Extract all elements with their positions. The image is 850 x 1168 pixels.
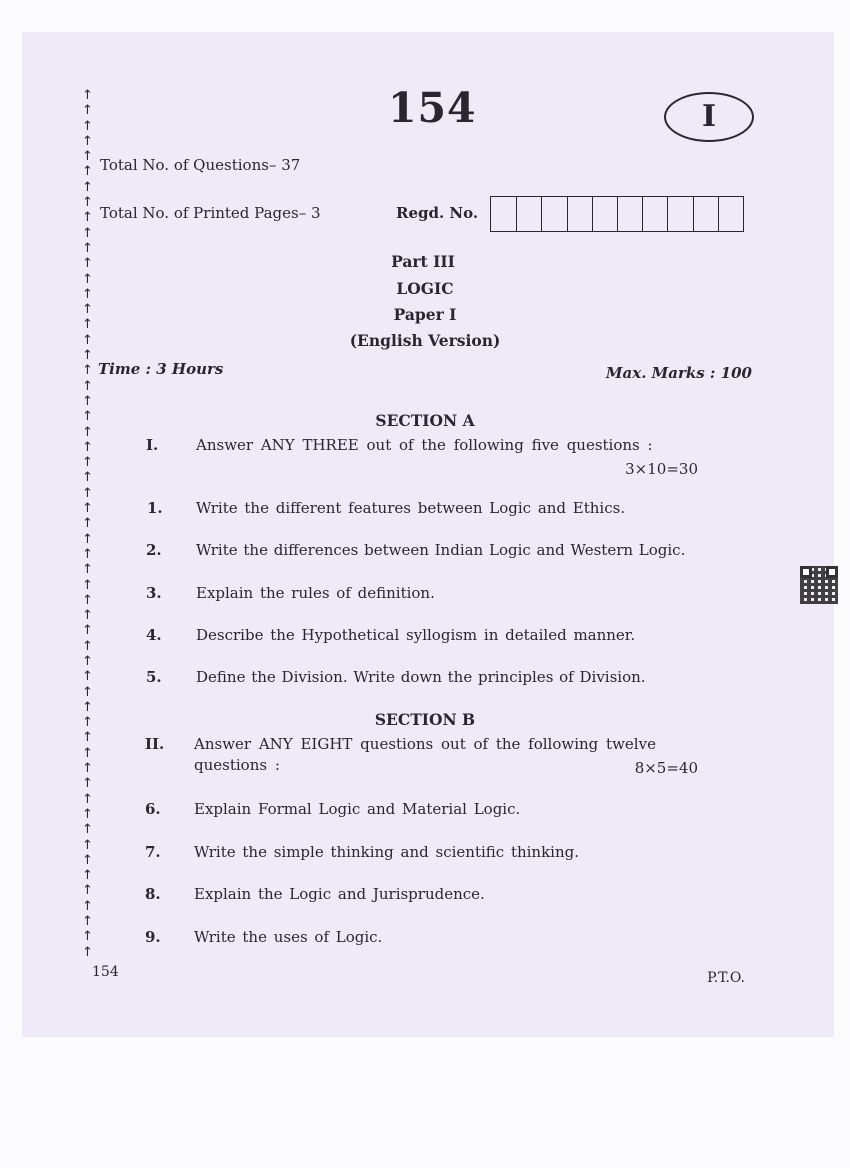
- margin-arrow-icon: ↑: [82, 317, 93, 333]
- margin-arrow-icon: ↑: [82, 164, 93, 180]
- margin-arrow-icon: ↑: [82, 653, 93, 669]
- margin-arrow-icon: ↑: [82, 546, 93, 562]
- question-number: 5.: [146, 668, 162, 686]
- margin-arrow-icon: ↑: [82, 179, 93, 195]
- margin-arrow-icon: ↑: [82, 914, 93, 930]
- margin-arrow-icon: ↑: [82, 562, 93, 578]
- margin-arrow-icon: ↑: [82, 439, 93, 455]
- max-marks: Max. Marks : 100: [605, 364, 752, 382]
- margin-arrow-icon: ↑: [82, 592, 93, 608]
- margin-arrow-icon: ↑: [82, 776, 93, 792]
- margin-arrow-icon: ↑: [82, 852, 93, 868]
- margin-arrow-icon: ↑: [82, 761, 93, 777]
- margin-arrow-icon: ↑: [82, 531, 93, 547]
- question-text: Describe the Hypothetical syllogism in detailed manner.: [196, 626, 636, 644]
- question-text: Write the simple thinking and scientific thinking.: [194, 843, 580, 861]
- margin-arrow-icon: ↑: [82, 898, 93, 914]
- margin-arrow-icon: ↑: [82, 944, 93, 960]
- section-b-roman: II.: [145, 735, 165, 753]
- margin-arrow-icon: ↑: [82, 791, 93, 807]
- question-text: Write the different features between Logic and Ethics.: [196, 499, 626, 517]
- margin-arrow-icon: ↑: [82, 240, 93, 256]
- margin-arrow-column: [82, 88, 96, 960]
- margin-arrow-icon: ↑: [82, 88, 93, 103]
- section-b-instruction-cont: questions :: [194, 756, 280, 774]
- margin-arrow-icon: ↑: [82, 118, 93, 134]
- total-questions: Total No. of Questions– 37: [100, 156, 301, 174]
- question-text: Define the Division. Write down the principles of Division.: [196, 668, 646, 686]
- margin-arrow-icon: ↑: [82, 271, 93, 287]
- regd-no-box[interactable]: [693, 197, 718, 231]
- question-number: 6.: [145, 800, 161, 818]
- section-a-marks: 3×10=30: [625, 460, 698, 478]
- margin-arrow-icon: ↑: [82, 103, 93, 119]
- margin-arrow-icon: ↑: [82, 516, 93, 532]
- margin-arrow-icon: ↑: [82, 210, 93, 226]
- margin-arrow-icon: ↑: [82, 638, 93, 654]
- qr-code-icon: [800, 566, 838, 604]
- margin-arrow-icon: ↑: [82, 455, 93, 471]
- question-number: 1.: [147, 499, 163, 517]
- margin-arrow-icon: ↑: [82, 195, 93, 211]
- section-a-roman: I.: [146, 436, 159, 454]
- margin-arrow-icon: ↑: [82, 302, 93, 318]
- section-a-heading: SECTION A: [375, 411, 475, 430]
- section-b-instruction: Answer ANY EIGHT questions out of the following twelve: [194, 735, 656, 753]
- margin-arrow-icon: ↑: [82, 470, 93, 486]
- question-number: 2.: [146, 541, 162, 559]
- regd-no-box[interactable]: [718, 197, 743, 231]
- regd-no-box[interactable]: [516, 197, 541, 231]
- part-title: Part III: [391, 252, 455, 271]
- time-allowed: Time : 3 Hours: [98, 360, 224, 378]
- margin-arrow-icon: ↑: [82, 929, 93, 945]
- margin-arrow-icon: ↑: [82, 363, 93, 379]
- margin-arrow-icon: ↑: [82, 378, 93, 394]
- footer-page-code: 154: [92, 964, 119, 980]
- section-b-heading: SECTION B: [374, 710, 476, 729]
- regd-no-box[interactable]: [567, 197, 592, 231]
- question-number: 3.: [146, 584, 162, 602]
- question-number: 9.: [145, 928, 161, 946]
- margin-arrow-icon: ↑: [82, 501, 93, 517]
- margin-arrow-icon: ↑: [82, 745, 93, 761]
- question-text: Explain the Logic and Jurisprudence.: [194, 885, 485, 903]
- footer-pto: P.T.O.: [707, 970, 745, 986]
- regd-no-box[interactable]: [592, 197, 617, 231]
- question-text: Explain the rules of definition.: [196, 584, 435, 602]
- margin-arrow-icon: ↑: [82, 623, 93, 639]
- regd-no-box[interactable]: [617, 197, 642, 231]
- total-printed-pages: Total No. of Printed Pages– 3: [100, 204, 321, 222]
- margin-arrow-icon: ↑: [82, 715, 93, 731]
- margin-arrow-icon: ↑: [82, 883, 93, 899]
- margin-arrow-icon: ↑: [82, 699, 93, 715]
- regd-no-box[interactable]: [667, 197, 692, 231]
- paper-title: Paper I: [393, 305, 457, 324]
- regd-no-label: Regd. No.: [396, 204, 479, 222]
- margin-arrow-icon: ↑: [82, 332, 93, 348]
- regd-no-boxes[interactable]: [490, 196, 744, 232]
- question-text: Explain Formal Logic and Material Logic.: [194, 800, 521, 818]
- margin-arrow-icon: ↑: [82, 837, 93, 853]
- margin-arrow-icon: ↑: [82, 730, 93, 746]
- margin-arrow-icon: ↑: [82, 256, 93, 272]
- margin-arrow-icon: ↑: [82, 669, 93, 685]
- margin-arrow-icon: ↑: [82, 868, 93, 884]
- question-number: 7.: [145, 843, 161, 861]
- version-title: (English Version): [349, 331, 501, 350]
- margin-arrow-icon: ↑: [82, 806, 93, 822]
- regd-no-box[interactable]: [541, 197, 566, 231]
- margin-arrow-icon: ↑: [82, 348, 93, 364]
- margin-arrow-icon: ↑: [82, 485, 93, 501]
- regd-no-box[interactable]: [642, 197, 667, 231]
- margin-arrow-icon: ↑: [82, 822, 93, 838]
- margin-arrow-icon: ↑: [82, 225, 93, 241]
- margin-arrow-icon: ↑: [82, 286, 93, 302]
- regd-no-box[interactable]: [491, 197, 516, 231]
- section-b-marks: 8×5=40: [634, 759, 698, 777]
- margin-arrow-icon: ↑: [82, 684, 93, 700]
- margin-arrow-icon: ↑: [82, 149, 93, 165]
- question-text: Write the uses of Logic.: [194, 928, 383, 946]
- paper-code: 154: [388, 84, 477, 132]
- question-text: Write the differences between Indian Logic and Western Logic.: [196, 541, 686, 559]
- subject-title: LOGIC: [396, 279, 454, 298]
- question-number: 4.: [146, 626, 162, 644]
- question-number: 8.: [145, 885, 161, 903]
- margin-arrow-icon: ↑: [82, 133, 93, 149]
- margin-arrow-icon: ↑: [82, 577, 93, 593]
- set-label-badge: I: [664, 92, 754, 142]
- margin-arrow-icon: ↑: [82, 409, 93, 425]
- margin-arrow-icon: ↑: [82, 608, 93, 624]
- margin-arrow-icon: ↑: [82, 393, 93, 409]
- section-a-instruction: Answer ANY THREE out of the following five questions :: [196, 436, 653, 454]
- margin-arrow-icon: ↑: [82, 424, 93, 440]
